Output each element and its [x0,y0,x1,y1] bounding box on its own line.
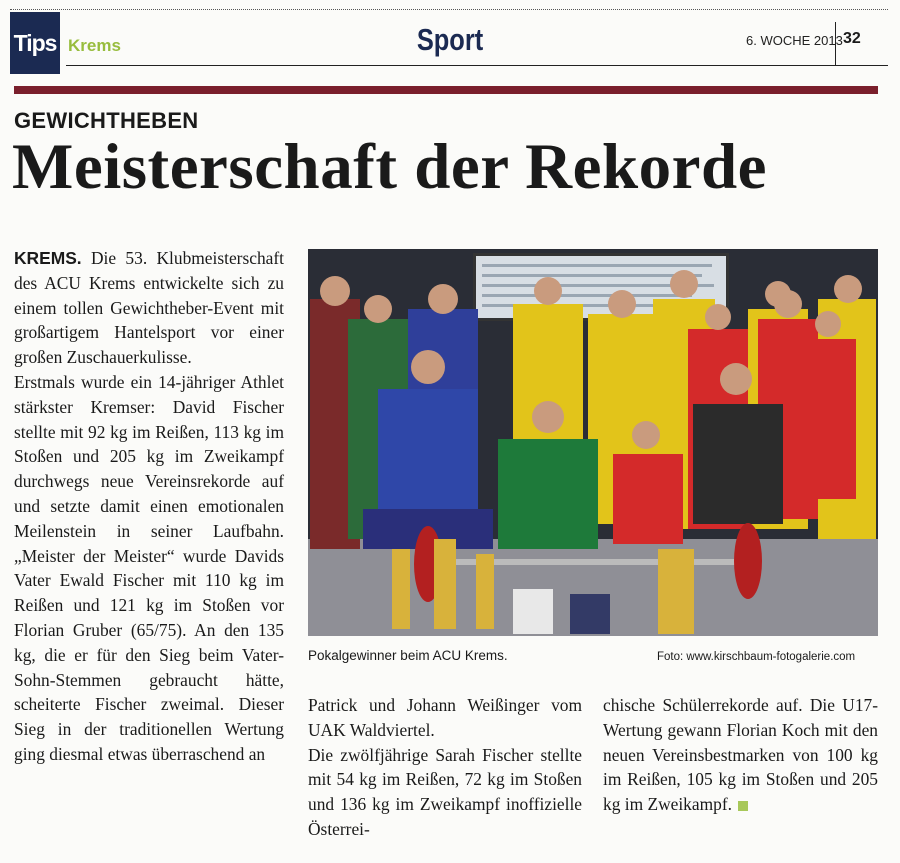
header-rule [66,65,888,66]
photo-credit: Foto: www.kirschbaum-fotogalerie.com [657,651,856,663]
section-title: Sport [416,22,484,57]
athletes-group-illustration [308,249,878,636]
article-column-2 [308,693,582,842]
paragraph: Die zwölfjährige Sarah Fischer stellte mit 54 kg im Reißen, 72 kg im Stoßen und 136 kg im Zweikampf inoffizielle Österrei- [308,744,582,839]
article-headline: Meisterschaft der Rekorde [12,131,767,203]
paragraph: Die 53. Klubmeisterschaft des ACU Krems entwickelte sich zu einem tollen Gewichtheber-Event mit großartigem Hantelsport vor einer großen Zuschauerkulisse. [14,248,284,368]
article-kicker: GEWICHTHEBEN [14,108,199,133]
article-column-1 [14,246,284,767]
dateline: KREMS. [14,248,82,268]
header-dotted-rule [10,9,888,10]
paragraph: Patrick und Johann Weißinger vom UAK Waldviertel. [308,695,582,740]
region-label: Krems [68,36,121,55]
paragraph: Erstmals wurde ein 14-jähriger Athlet stärkster Kremser: David Fischer stellte mit 92 kg im Reißen, 113 kg im Stoßen und 205 kg im Zweikampf durchwegs neue Vereinsrekorde auf und setzte damit einen emotionalen Meilenstein in seiner Laufbahn. „Meister der Meister“ wurde Davids Vater Ewald Fischer mit 110 kg im Reißen und 121 kg im Stoßen vor Florian Gruber (65/75). An den 135 kg, die er für den Sieg beim Vater-Sohn-Stemmen gebraucht hätte, scheiterte Fischer zweimal. Dieser Sieg in der traditionellen Wertung ging diesmal etwas überraschend an [14,371,284,764]
page-number: 32 [843,30,861,47]
issue-label: 6. WOCHE 2013 [746,33,843,48]
article-photo [308,249,878,636]
header-separator [835,22,836,66]
section-rule [14,86,878,94]
photo-caption: Pokalgewinner beim ACU Krems. [308,648,508,663]
paragraph: chische Schülerrekorde auf. Die U17-Wertung gewann Florian Koch mit den neuen Vereinsbestmarken von 100 kg im Reißen, 105 kg im Stoßen und 205 kg im Zweikampf. [603,695,878,815]
article-column-3 [603,693,878,817]
tips-logo: Tips [10,12,60,74]
end-mark-icon [738,801,748,811]
